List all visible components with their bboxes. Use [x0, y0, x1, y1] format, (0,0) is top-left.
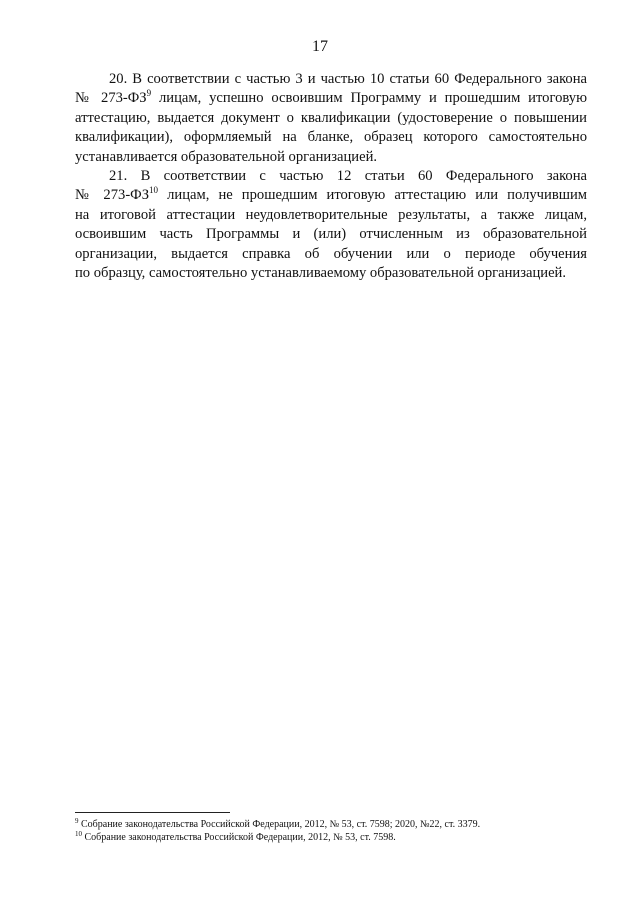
- law-reference: № 273-ФЗ: [75, 187, 150, 204]
- footnotes: [75, 818, 587, 844]
- text-span: лицам, не прошедшим итоговую аттестацию или получившим: [158, 187, 587, 204]
- text-line: аттестацию, выдается документ о квалификации (удостоверение о повышении: [75, 109, 587, 126]
- body-text: [75, 70, 587, 283]
- footnote-mark: 9: [75, 817, 79, 825]
- paragraph-20: [75, 70, 587, 167]
- footnote-ref-10[interactable]: 10: [149, 185, 159, 196]
- footnote-text: Собрание законодательства Российской Федерации, 2012, № 53, ст. 7598; 2020, №22, ст. 3379.: [78, 819, 481, 830]
- text-line: квалификации), оформляемый на бланке, образец которого самостоятельно: [75, 129, 587, 146]
- footnote-9: [75, 818, 587, 831]
- paragraph-21: [75, 167, 587, 283]
- footnote-separator: [75, 812, 230, 813]
- text-line: по образцу, самостоятельно устанавливаемому образовательной организацией.: [75, 265, 567, 282]
- law-reference: № 273-ФЗ: [75, 90, 147, 107]
- text-line: 20. В соответствии с частью 3 и частью 10 статьи 60 Федерального закона: [109, 71, 587, 87]
- text-line: организации, выдается справка об обучении или о периоде обучения: [75, 245, 587, 262]
- footnote-10: [75, 831, 587, 844]
- text-line: [75, 89, 587, 108]
- footnote-ref-9[interactable]: 9: [146, 88, 152, 99]
- text-line: 21. В соответствии с частью 12 статьи 60 Федерального закона: [109, 168, 587, 185]
- text-line: на итоговой аттестации неудовлетворительные результаты, а также лицам,: [75, 206, 587, 223]
- text-line: освоившим часть Программы и (или) отчисленным из образовательной: [75, 226, 587, 243]
- page-number: 17: [312, 38, 328, 55]
- footnote-text: Собрание законодательства Российской Федерации, 2012, № 53, ст. 7598.: [82, 832, 396, 843]
- text-line: устанавливается образовательной организацией.: [75, 148, 378, 165]
- footnote-mark: 10: [75, 830, 82, 838]
- text-span: лицам, успешно освоившим Программу и прошедшим итоговую: [151, 90, 587, 107]
- text-line: [75, 186, 587, 205]
